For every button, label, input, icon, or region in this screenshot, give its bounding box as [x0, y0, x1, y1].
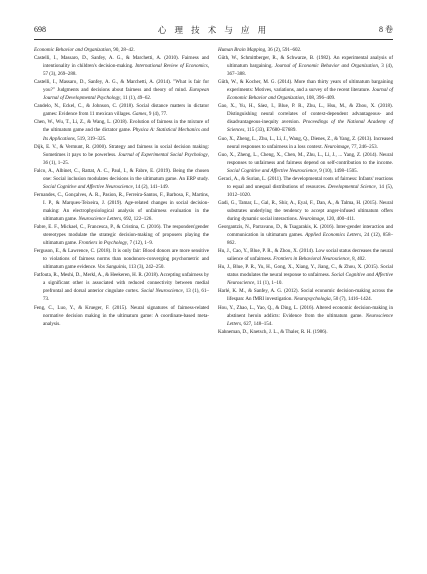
volume-label: 8 卷: [379, 25, 393, 34]
reference-source: Frontiers in Psychology: [78, 240, 128, 247]
reference-source: Neuroscience Letters: [227, 312, 393, 327]
reference-source: Journal of Experimental Social Psychology: [118, 151, 208, 158]
reference-body: Gadi, G., Tamar, L., Gal, R., Shir, A., Eyal, F., Dan, A., & Talma, H. (2015). Neural substrates underlying the tendency to accept anger-infused ultimatum offers during dynamic social interactions.: [218, 199, 393, 222]
reference-details: , 3 (4), 367–388.: [227, 63, 393, 78]
reference-entry: [34, 78, 209, 102]
reference-body: Kahneman, D., Knetsch, J. L., & Thaler, R. H. (1986).: [218, 328, 328, 335]
reference-entry: [218, 175, 393, 199]
reference-entry: [218, 247, 393, 263]
reference-entry: [34, 304, 209, 328]
reference-details: , 7 (12), 1–9.: [127, 240, 154, 247]
reference-entry: [218, 78, 393, 102]
reference-body: Hou, Y., Zhao, L., Yao, Q., & Ding, L. (2016). Altered economic decision-making in abstinent heroin addicts: Evidence from the ultimatum game.: [218, 304, 393, 319]
reference-details: , 14 (2), 141–149.: [132, 183, 169, 190]
running-header: [34, 24, 393, 36]
reference-body: Güth, W., Schmittberger, R., & Schwarze, B. (1982). An experimental analysis of ultimatum bargaining.: [218, 55, 393, 70]
reference-source: Journal of Economic Behavior and Organization: [274, 63, 378, 70]
reference-column-right: [218, 46, 393, 336]
reference-source: Social Cognitive and Affective Neuroscience: [43, 183, 133, 190]
reference-entry: [218, 304, 393, 328]
reference-entry: [218, 223, 393, 247]
reference-body: Güth, W., & Kocher, M. G. (2014). More than thirty years of ultimatum bargaining experiments: Motives, variations, and a survey of the recent literature.: [218, 79, 393, 94]
reference-body: Chen, W., Wu, T., Li, Z., & Wang, L. (2018). Evolution of fairness in the mixture of the ultimatum game and the dictator game.: [34, 119, 209, 134]
reference-details: , 9 (10), 1498–1505.: [316, 167, 358, 174]
reference-body: Dijk, E. V., & Vermunt, R. (2000). Strategy and fairness in social decision making: Sometimes it pays to be powerless.: [34, 143, 209, 158]
page-number: 698: [34, 25, 46, 34]
reference-body: Hu, J., Blue, P. R., Yu, H., Gong, X., Xiang, Y., Jiang, C., & Zhou, X. (2015). Social status modulates the neural response to unfairness.: [218, 264, 393, 279]
reference-body: Georgantzis, N., Parravano, D., & Tsagarakis, K. (2016). Inter-gender interaction and communication in ultimatum games.: [218, 224, 393, 239]
reference-entry: [218, 46, 393, 54]
reference-source: Frontiers in Behavioral Neuroscience: [273, 256, 350, 263]
reference-body: Falco, A., Albinet, C., Rattat, A. C., Paul, I., & Fabre, E. (2019). Being the chosen one: Social inclusion modulates decisions in the ultimatum game. An ERP study.: [34, 167, 209, 182]
reference-details: , 50 (7), 1416–1424.: [330, 296, 372, 303]
reference-entry: [218, 287, 393, 303]
reference-source: International Review of Economics: [135, 63, 208, 70]
reference-details: , 24 (12), 858–862.: [227, 232, 393, 247]
reference-body: Gao, X., Yu, H., Sáez, I., Blue, P. R., Zhu, L., Hsu, M., & Zhou, X. (2018). Distinguishing neural correlates of context-dependent advantageous- and disadvantageous-inequity aversion.: [218, 103, 393, 126]
reference-source: Neuropsychologia: [293, 296, 331, 303]
reference-body: Candelo, N., Eckel, C., & Johnson, C. (2018). Social distance matters in dictator games: Evidence from 11 mexican villages.: [34, 103, 209, 118]
reference-details: , 13 (1), 61–73.: [43, 288, 210, 303]
reference-source: Social Cognitive and Affective Neuroscience: [227, 167, 317, 174]
reference-details: , 115 (33), E7680–E7689.: [244, 127, 297, 134]
reference-entry: [218, 102, 393, 134]
reference-body: Fabre, E. F., Mickael, C., Francesca, P., & Cristina, C. (2016). The responders'gender stereotypes modulate the strategic decision-making of proposers playing the ultimatum game.: [34, 224, 209, 247]
reference-source: Economic Behavior and Organization: [34, 47, 111, 53]
reference-body: Harlé, K. M., & Sanfey, A. G. (2012). Social economic decision-making across the lifespan: An fMRI investigation.: [218, 288, 393, 303]
reference-details: , 8, 402.: [349, 256, 366, 263]
reference-entry: [218, 199, 393, 223]
reference-details: , 11 (1), 1–10.: [254, 280, 283, 287]
reference-entry: [218, 151, 393, 175]
reference-details: , 90, 28–42.: [110, 47, 135, 53]
reference-entry: [34, 247, 209, 271]
reference-details: , 36 (2), 591–602.: [265, 47, 302, 53]
reference-entry: [218, 263, 393, 287]
reference-details: , 692, 122–126.: [121, 215, 153, 222]
reference-source: Developmental Science: [327, 183, 376, 190]
reference-details: , 14 (5), 1012–1020.: [227, 183, 393, 198]
reference-source: Neuroscience Letters: [78, 215, 122, 222]
reference-entry: [218, 135, 393, 151]
reference-entry: [218, 54, 393, 78]
reference-entry: [34, 143, 209, 167]
reference-source: Social Cognitive and Affective Neuroscience: [227, 272, 393, 287]
reference-details: , 9 (4), 77.: [146, 111, 168, 118]
reference-column-left: [34, 46, 209, 328]
reference-entry: [34, 118, 209, 142]
reference-source: Physica A: Statistical Mechanics and Its Applications: [43, 127, 209, 142]
header-rule: [34, 39, 393, 40]
reference-body: Geraci, A., & Surian, L. (2011). The developmental roots of fairness: Infants' reactions to equal and unequal distributions of resources.: [218, 175, 393, 190]
reference-entry: [34, 167, 209, 191]
reference-source: Proceedings of the National Academy of Sciences: [227, 119, 393, 134]
reference-source: Neuroimage: [299, 215, 324, 222]
reference-source: European Journal of Developmental Psychology: [43, 87, 209, 102]
reference-source: Journal of Economic Behavior and Organization: [227, 87, 394, 102]
reference-source: Neuroimage: [324, 143, 349, 150]
reference-details: , 113 (3), 242–250.: [126, 264, 165, 271]
reference-details: , 11 (1), 49–62.: [120, 95, 152, 102]
reference-source: Vox Sanguinis: [97, 264, 127, 271]
reference-details: , 519, 319–325.: [74, 135, 107, 142]
reference-entry: [34, 54, 209, 78]
reference-entry: [34, 223, 209, 247]
reference-body: Fatfouta, R., Meshi, D., Merkl, A., & Heekeren, H. R. (2018). Accepting unfairness by a significant other is associated with reduced connectivity between medial prefrontal and dorsal anterior cingulate cortex.: [34, 272, 209, 295]
reference-source: Human Brain Mapping: [218, 47, 266, 53]
reference-body: Fernandes, C., Gonçalves, A. R., Pasion, R., Ferreira-Santos, F., Barbosa, F., Martins, I. P., & Marques-Teixeira, J. (2019). Age-related changes in social decision-making: An electrophysiological analysis of unfairness evaluation in the ultimatum game.: [34, 191, 209, 222]
reference-details: , 57 (3), 269–288.: [43, 63, 210, 78]
reference-entry: [34, 46, 209, 54]
reference-body: Castelli, I., Massaro, D., Sanfey, A. G., & Marchetti, A. (2014). "What is fair for you?" Judgments and decisions about fairness and theory of mind.: [34, 79, 209, 94]
reference-entry: [34, 102, 209, 118]
reference-details: , 627, 148–154.: [241, 320, 273, 327]
reference-details: , 77, 246–253.: [348, 143, 378, 150]
reference-body: Guo, X., Zheng, L., Zhu, L., Li, J., Wang, Q., Dienes, Z., & Yang, Z. (2013). Increased neural responses to unfairness in a loss context.: [218, 135, 393, 150]
reference-details: , 108, 396–409.: [303, 95, 336, 102]
reference-body: Ferguson, E., & Lawrence, C. (2018). It is only fair: Blood donors are more sensitive to violations of fairness norms than nondonors-converging psychometric and ultimatum game evidence.: [34, 248, 209, 271]
reference-body: Castelli, I., Massaro, D., Sanfey, A. G., & Marchetti, A. (2010). Fairness and intentionality in children's decision-making.: [34, 55, 209, 70]
reference-source: Games: [132, 111, 147, 118]
reference-entry: [34, 271, 209, 303]
reference-source: Applied Economics Letters: [305, 232, 361, 239]
reference-details: , 36 (1), 1–25.: [43, 151, 209, 166]
reference-source: Social Neuroscience: [141, 288, 183, 295]
journal-title: 心 理 技 术 与 应 用: [157, 25, 270, 35]
reference-body: Guo, X., Zheng, L., Cheng, X., Chen, M., Zhu, L., Li, J., ... Yang, Z. (2014). Neural responses to unfairness and fairness depend on self-contribution to the income.: [218, 151, 393, 166]
reference-details: , 120, 400–411.: [323, 215, 356, 222]
reference-entry: [218, 328, 393, 336]
reference-entry: [34, 191, 209, 223]
reference-body: Feng, C., Luo, Y., & Krueger, F. (2015). Neural signatures of fairness-related normative decision making in the ultimatum game: A coordinate-based meta-analysis.: [34, 304, 209, 327]
reference-body: Hu, J., Cao, Y., Blue, P. R., & Zhou, X. (2014). Low social status decreases the neural salience of unfairness.: [218, 248, 393, 263]
